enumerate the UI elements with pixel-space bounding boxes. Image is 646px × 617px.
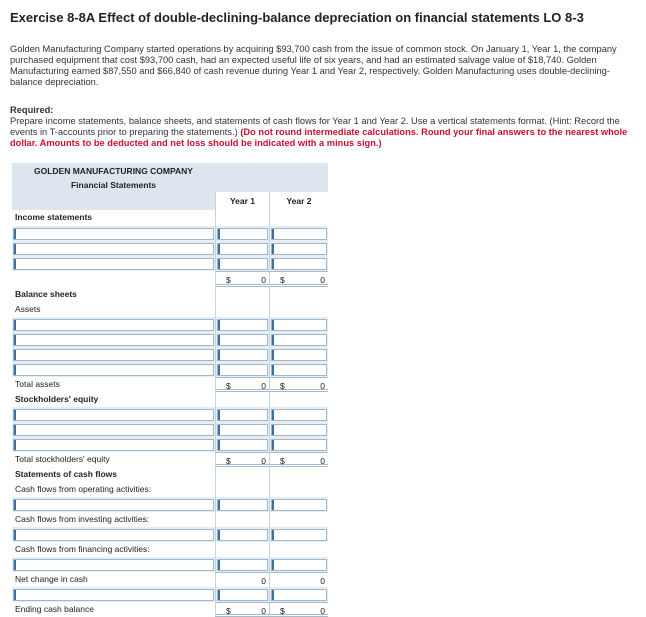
worksheet-row — [12, 467, 328, 482]
worksheet-row — [12, 317, 328, 332]
input-year1-9[interactable] — [217, 424, 268, 436]
worksheet-row — [12, 287, 328, 302]
dollar-sign: $ — [280, 275, 285, 285]
required-label: Required: — [10, 105, 54, 115]
input-year1-8[interactable] — [217, 409, 268, 421]
worksheet-row — [12, 602, 328, 617]
worksheet-row — [12, 512, 328, 527]
worksheet-row — [12, 542, 328, 557]
worksheet-row — [12, 210, 328, 226]
worksheet-row — [12, 362, 328, 377]
input-year1-4[interactable] — [217, 319, 268, 331]
dollar-sign: $ — [226, 606, 231, 616]
total-value-year1: 0 — [261, 275, 266, 285]
total-value-year2: 0 — [320, 606, 325, 616]
total-value-year1: 0 — [261, 456, 266, 466]
input-year2-6[interactable] — [271, 349, 327, 361]
worksheet-subtitle-row — [12, 177, 328, 192]
problem-intro: Golden Manufacturing Company started operations by acquiring $93,700 cash from the issue of common stock. On January 1, Year 1, the company purchased equipment that cost $93,700 cash, had an expected useful life of six years, and had an estimated salvage value of $18,740. Golden Manufacturing earned $87,550 and $66,840 of cash revenue during Year 1 and Year 2, respectively. Golden Manufacturing uses double-declining-balance depreciation. — [10, 44, 617, 87]
company-name: GOLDEN MANUFACTURING COMPANY — [34, 166, 193, 176]
input-year1-13[interactable] — [217, 559, 268, 571]
net-change-year2: 0 — [320, 576, 325, 586]
worksheet-row — [12, 527, 328, 542]
worksheet-row — [12, 241, 328, 256]
worksheet-row — [12, 347, 328, 362]
financial-statements-worksheet — [12, 163, 328, 617]
worksheet-subtitle: Financial Statements — [70, 180, 157, 190]
worksheet-row — [12, 226, 328, 241]
input-label-14[interactable] — [13, 589, 214, 601]
input-year1-12[interactable] — [217, 529, 268, 541]
input-year1-10[interactable] — [217, 439, 268, 451]
worksheet-row — [12, 256, 328, 271]
row-label-ending: Ending cash balance — [15, 604, 94, 614]
input-year2-2[interactable] — [271, 243, 327, 255]
dollar-sign: $ — [226, 275, 231, 285]
input-year1-11[interactable] — [217, 499, 268, 511]
row-label-cash-flows: Statements of cash flows — [15, 469, 118, 479]
net-change-year1: 0 — [261, 576, 266, 586]
input-label-1[interactable] — [13, 228, 214, 240]
worksheet-row — [12, 557, 328, 572]
worksheet-row — [12, 407, 328, 422]
input-label-5[interactable] — [13, 334, 214, 346]
total-value-year2: 0 — [320, 456, 325, 466]
required-section — [10, 105, 636, 149]
dollar-sign: $ — [280, 606, 285, 616]
total-value-year1: 0 — [261, 381, 266, 391]
column-header-year2: Year 2 — [286, 196, 312, 206]
input-label-3[interactable] — [13, 258, 214, 270]
input-label-8[interactable] — [13, 409, 214, 421]
input-year2-4[interactable] — [271, 319, 327, 331]
worksheet-row — [12, 587, 328, 602]
row-label-balance: Balance sheets — [15, 289, 77, 299]
row-label-operating: Cash flows from operating activities: — [15, 484, 152, 494]
row-label-total-equity: Total stockholders' equity — [15, 454, 110, 464]
input-year1-14[interactable] — [217, 589, 268, 601]
input-label-4[interactable] — [13, 319, 214, 331]
exercise-title: Exercise 8-8A Effect of double-declining-balance depreciation on financial statements LO 8-3 — [10, 10, 584, 25]
input-year2-5[interactable] — [271, 334, 327, 346]
worksheet-company-row — [12, 163, 328, 177]
total-value-year2: 0 — [320, 275, 325, 285]
required-instructions: (Do not round intermediate calculations. Round your final answers to the nearest whole dollar. Amounts to be deducted and net loss should be indicated with a minus sign.) — [10, 127, 628, 148]
row-label-net-change: Net change in cash — [15, 574, 88, 584]
worksheet-row — [12, 271, 328, 287]
worksheet-row — [12, 437, 328, 452]
worksheet-row — [12, 422, 328, 437]
worksheet-row — [12, 302, 328, 317]
dollar-sign: $ — [280, 381, 285, 391]
input-year2-8[interactable] — [271, 409, 327, 421]
input-year2-1[interactable] — [271, 228, 327, 240]
input-year1-5[interactable] — [217, 334, 268, 346]
input-label-12[interactable] — [13, 529, 214, 541]
input-year2-14[interactable] — [271, 589, 327, 601]
input-year2-3[interactable] — [271, 258, 327, 270]
input-year1-1[interactable] — [217, 228, 268, 240]
worksheet-column-headers — [12, 192, 328, 210]
row-label-income: Income statements — [15, 212, 92, 222]
input-year2-11[interactable] — [271, 499, 327, 511]
input-label-11[interactable] — [13, 499, 214, 511]
input-label-13[interactable] — [13, 559, 214, 571]
row-label-equity: Stockholders' equity — [15, 394, 99, 404]
row-label-assets: Assets — [15, 304, 41, 314]
input-year1-6[interactable] — [217, 349, 268, 361]
input-label-7[interactable] — [13, 364, 214, 376]
worksheet-row — [12, 332, 328, 347]
input-year1-2[interactable] — [217, 243, 268, 255]
worksheet-row — [12, 377, 328, 392]
input-label-9[interactable] — [13, 424, 214, 436]
input-year2-7[interactable] — [271, 364, 327, 376]
column-header-year1: Year 1 — [229, 196, 256, 206]
input-year2-13[interactable] — [271, 559, 327, 571]
input-year1-3[interactable] — [217, 258, 268, 270]
worksheet-row — [12, 482, 328, 497]
input-year1-7[interactable] — [217, 364, 268, 376]
required-text: Prepare income statements, balance sheets, and statements of cash flows for Year 1 and Year 2. Use a vertical statements format. (Hint: Record the events in T-accounts prior to preparing the statements.) — [10, 116, 620, 137]
input-label-10[interactable] — [13, 439, 214, 451]
input-year2-12[interactable] — [271, 529, 327, 541]
dollar-sign: $ — [280, 456, 285, 466]
worksheet-row — [12, 452, 328, 467]
row-label-investing: Cash flows from investing activities: — [15, 514, 150, 524]
input-label-6[interactable] — [13, 349, 214, 361]
row-label-financing: Cash flows from financing activities: — [15, 544, 150, 554]
input-year2-10[interactable] — [271, 439, 327, 451]
worksheet-row — [12, 497, 328, 512]
row-label-total-assets: Total assets — [15, 379, 60, 389]
worksheet-row — [12, 572, 328, 587]
worksheet-row — [12, 392, 328, 407]
total-value-year2: 0 — [320, 381, 325, 391]
dollar-sign: $ — [226, 456, 231, 466]
dollar-sign: $ — [226, 381, 231, 391]
input-year2-9[interactable] — [271, 424, 327, 436]
input-label-2[interactable] — [13, 243, 214, 255]
total-value-year1: 0 — [261, 606, 266, 616]
